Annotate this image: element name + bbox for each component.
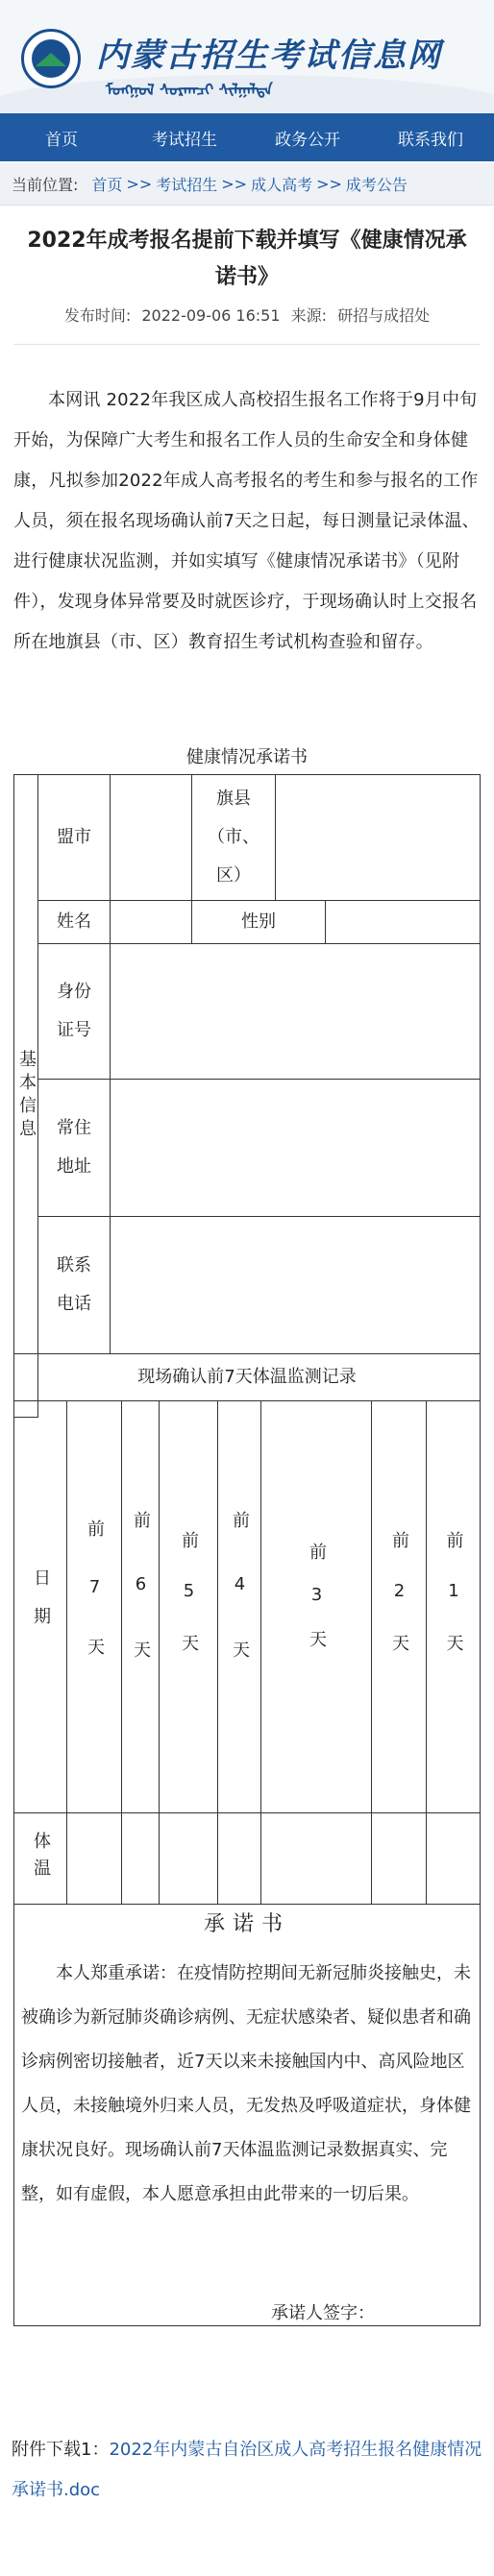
breadcrumb <box>0 163 494 206</box>
basic-info-label: 基本信息 <box>13 774 38 1418</box>
breadcrumb-home[interactable]: 首页 <box>91 176 123 194</box>
temp-day-2[interactable] <box>371 1812 427 1905</box>
county-value[interactable] <box>275 774 481 901</box>
temp-day-4[interactable] <box>217 1812 261 1905</box>
signature-label: 承诺人签字： <box>271 2303 375 2323</box>
breadcrumb-label: 当前位置: <box>12 176 79 194</box>
address-value[interactable] <box>110 1079 481 1217</box>
breadcrumb-exam-admission[interactable]: 考试招生 <box>156 176 218 194</box>
id-number-value[interactable] <box>110 943 481 1080</box>
nav-exam-admission[interactable]: 考试招生 <box>152 130 217 150</box>
article-meta <box>0 304 494 326</box>
article-paragraph: 本网讯 2022年我区成人高校招生报名工作将于9月中旬开始，为保障广大考生和报名工作人员的生命安全和身体健康，凡拟参加2022年成人高考报名的考生和参与报名的工作人员，须在报名现场确认前7天之日起，每日测量记录体温、进行健康状况监测，并如实填写《健康情况承诺书》（见附件），发现身体异常要及时就医诊疗，于现场确认时上交报名所在地旗县（市、区）教育招生考试机构查验和留存。 <box>13 390 480 652</box>
day-6: 前6天 <box>121 1400 160 1813</box>
article-title: 2022年成考报名提前下载并填写《健康情况承诺书》 <box>27 229 467 289</box>
day-2: 前2天 <box>371 1400 427 1813</box>
breadcrumb-adult-exam[interactable]: 成人高考 <box>251 176 313 194</box>
breadcrumb-separator: >> <box>221 175 248 193</box>
promise-title: 承诺书 <box>203 1912 290 1936</box>
name-label: 姓名 <box>37 900 111 944</box>
day-1: 前1天 <box>426 1400 481 1813</box>
nav-government-affairs[interactable]: 政务公开 <box>275 130 340 150</box>
gender-value[interactable] <box>325 900 481 944</box>
day-7: 前7天 <box>66 1400 122 1813</box>
temp-day-5[interactable] <box>159 1812 218 1905</box>
site-title-mongolian: ᠮᠣᠩᠭᠣᠯ ᠰᠤᠷᠠᠭᠴᠢ ᠰᠢᠯᠭᠠᠯᠲᠠ <box>106 81 273 99</box>
league-city-label: 盟市 <box>37 774 111 901</box>
breadcrumb-separator: >> <box>126 175 153 193</box>
gender-label: 性别 <box>191 900 326 944</box>
main-nav <box>0 113 494 161</box>
publish-label: 发布时间: <box>63 306 132 325</box>
site-logo[interactable] <box>21 29 81 88</box>
attachment-label: 附件下载1： <box>12 2440 110 2460</box>
day-3: 前3天 <box>260 1400 372 1813</box>
date-label: 日期 <box>13 1400 67 1813</box>
site-title: 内蒙古招生考试信息网 <box>96 36 442 75</box>
site-header <box>0 0 494 113</box>
divider <box>13 344 481 345</box>
nav-home[interactable]: 首页 <box>45 130 78 150</box>
temp-day-7[interactable] <box>66 1812 122 1905</box>
attachment <box>12 2430 484 2511</box>
day-5: 前5天 <box>159 1400 218 1813</box>
day-4: 前4天 <box>217 1400 261 1813</box>
attachment-link[interactable]: 2022年内蒙古自治区成人高考招生报名健康情况承诺书.doc <box>12 2440 482 2500</box>
temp-day-3[interactable] <box>260 1812 372 1905</box>
name-value[interactable] <box>110 900 192 944</box>
phone-label: 联系电话 <box>37 1216 111 1354</box>
breadcrumb-separator: >> <box>316 175 342 193</box>
nav-contact[interactable]: 联系我们 <box>398 130 463 150</box>
source-label: 来源: <box>290 306 328 325</box>
temp-record-title: 现场确认前7天体温监测记录 <box>13 1353 481 1401</box>
address-label: 常住地址 <box>37 1079 111 1217</box>
breadcrumb-announcement[interactable]: 成考公告 <box>345 176 408 194</box>
temp-day-6[interactable] <box>121 1812 160 1905</box>
temp-day-1[interactable] <box>426 1812 481 1905</box>
source-value: 研招与成招处 <box>337 306 431 325</box>
county-label: 旗县（市、区） <box>191 774 276 901</box>
temp-label: 体温 <box>13 1812 67 1905</box>
promise-body: 本人郑重承诺：在疫情防控期间无新冠肺炎接触史，未被确诊为新冠肺炎确诊病例、无症状感染者、疑似患者和确诊病例密切接触者，近7天以来未接触国内中、高风险地区人员，未接触境外归来人员，无发热及呼吸道症状，身体健康状况良好。现场确认前7天体温监测记录数据真实、完整，如有虚假，本人愿意承担由此带来的一切后果。 <box>21 1963 471 2204</box>
id-number-label: 身份证号 <box>37 943 111 1080</box>
league-city-value[interactable] <box>110 774 192 901</box>
phone-value[interactable] <box>110 1216 481 1354</box>
form-caption: 健康情况承诺书 <box>186 747 308 767</box>
publish-time: 2022-09-06 16:51 <box>141 306 281 325</box>
